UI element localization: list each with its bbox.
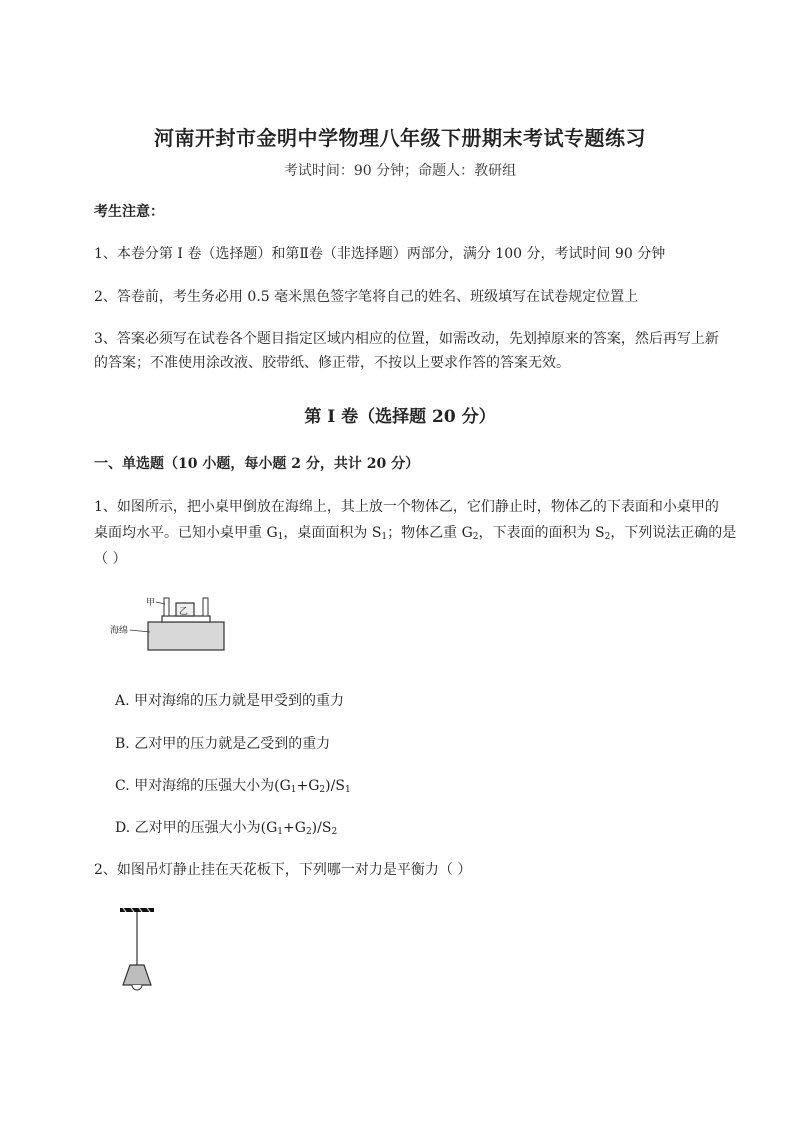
sponge-block: [148, 622, 224, 650]
q2-figure-hanging-lamp: [115, 905, 159, 995]
lamp-bulb: [132, 985, 142, 990]
q1-line-1: 1、如图所示，把小桌甲倒放在海绵上，其上放一个物体乙，它们静止时，物体乙的下表面和小桌甲的: [94, 499, 719, 515]
notice-heading: 考生注意：: [94, 204, 164, 220]
lamp-shade: [123, 965, 151, 985]
figure-label-yi: 乙: [179, 607, 189, 617]
q1-line-3: （ ）: [94, 551, 127, 567]
notice-item-3-cont: 的答案；不准使用涂改液、胶带纸、修正带，不按以上要求作答的答案无效。: [94, 355, 570, 371]
q1-option-b[interactable]: B. 乙对甲的压力就是乙受到的重力: [115, 736, 331, 752]
figure-label-sponge: 海绵: [110, 626, 129, 636]
notice-item-2: 2、答卷前，考生务必用 0.5 毫米黑色签字笔将自己的姓名、班级填写在试卷规定位置上: [94, 289, 639, 305]
notice-item-3: 3、答案必须写在试卷各个题目指定区域内相应的位置，如需改动，先划掉原来的答案，然后再写上新: [94, 331, 719, 347]
figure-label-jia: 甲: [146, 598, 156, 608]
part-heading: 一、单选题（10 小题，每小题 2 分，共计 20 分）: [94, 456, 420, 472]
table-leg-right: [203, 598, 208, 616]
table-leg-left: [164, 598, 169, 616]
section-title: 第 I 卷（选择题 20 分）: [304, 407, 496, 427]
page-title: 河南开封市金明中学物理八年级下册期末考试专题练习: [154, 126, 646, 150]
q1-option-a[interactable]: A. 甲对海绵的压力就是甲受到的重力: [115, 693, 345, 709]
page-subtitle: 考试时间：90 分钟；命题人：教研组: [283, 163, 517, 179]
q1-option-d[interactable]: D. 乙对甲的压强大小为$(G_1+G_2)/S_2$: [115, 820, 338, 837]
notice-item-1: 1、本卷分第 I 卷（选择题）和第Ⅱ卷（非选择题）两部分，满分 100 分，考试时间 90 分钟: [94, 246, 666, 262]
q1-figure-table-sponge: [110, 592, 230, 652]
q2-line-1: 2、如图吊灯静止挂在天花板下，下列哪一对力是平衡力（ ）: [94, 862, 472, 878]
q1-line-2: 桌面均水平。已知小桌甲重 $G_1$，桌面面积为 $S_1$；物体乙重 $G_2$，下表面的面积为 $S_2$，下列说法正确的是: [94, 525, 737, 542]
q1-option-c[interactable]: C. 甲对海绵的压强大小为$(G_1+G_2)/S_1$: [115, 778, 351, 795]
